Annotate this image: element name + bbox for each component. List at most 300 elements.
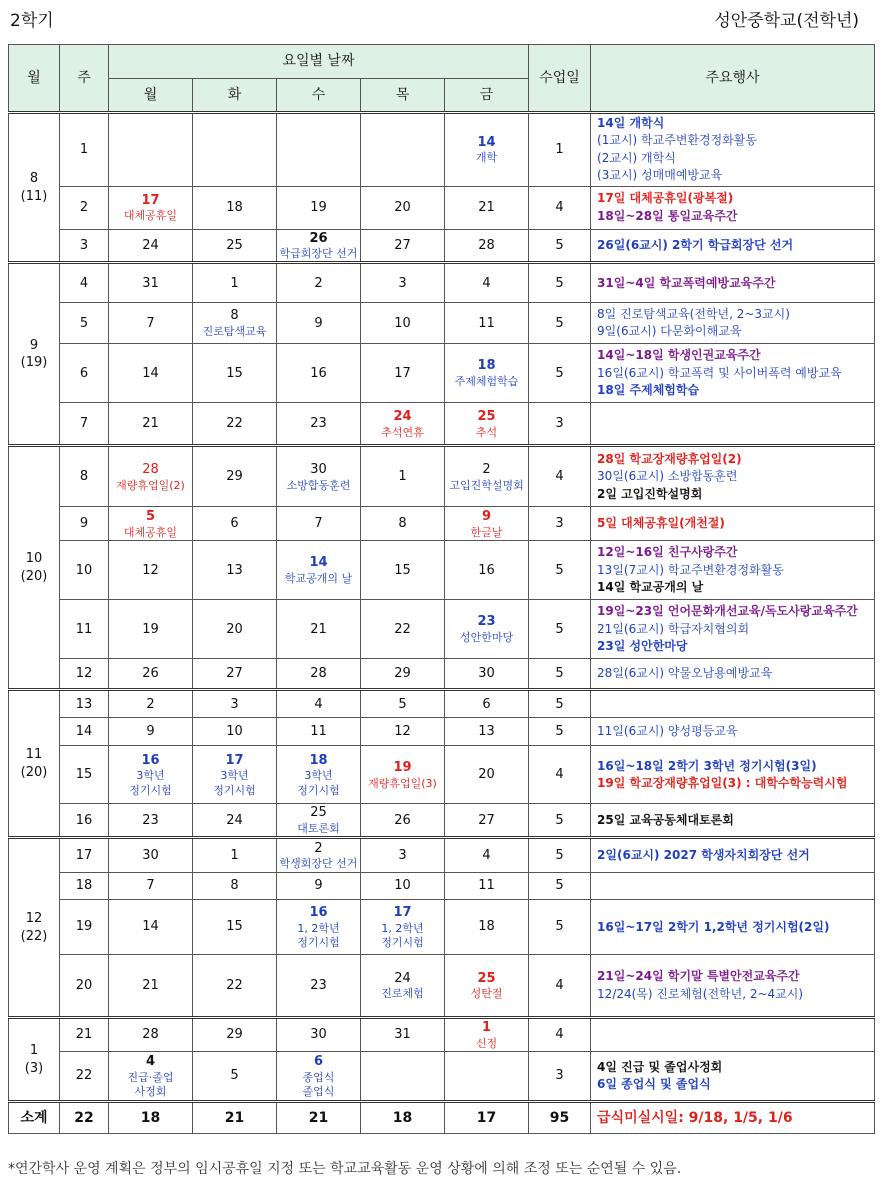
day-cell-wed <box>277 403 361 446</box>
day-cell-tue <box>193 507 277 541</box>
event-item: 30일(6교시) 소방합동훈련 <box>597 469 738 484</box>
day-note: 소방합동훈련 <box>286 478 351 492</box>
day-cell-thu <box>361 718 445 746</box>
total-fri: 17 <box>445 1102 529 1134</box>
week-number: 1 <box>60 113 109 187</box>
col-fri: 금 <box>445 79 529 113</box>
class-days-count: 4 <box>529 955 591 1018</box>
week-number: 13 <box>60 690 109 718</box>
week-row <box>9 1052 875 1102</box>
day-number: 17 <box>394 365 411 381</box>
day-number: 16 <box>141 752 160 768</box>
day-note: 대체공휴일 <box>123 525 178 539</box>
day-number: 31 <box>142 275 159 291</box>
events-cell <box>591 838 875 873</box>
event-item: 16일~17일 2학기 1,2학년 정기시험(2일) <box>597 919 830 934</box>
events-cell <box>591 659 875 690</box>
day-note: 성탄절 <box>470 987 503 1001</box>
day-cell-fri <box>445 955 529 1018</box>
day-cell-tue <box>193 303 277 344</box>
week-number: 6 <box>60 344 109 403</box>
day-number: 15 <box>226 919 243 935</box>
day-cell-fri <box>445 263 529 303</box>
event-item: 16일~18일 2학기 3학년 정기시험(3일) <box>597 758 817 773</box>
day-number: 11 <box>478 878 495 894</box>
month-number: 1 <box>29 1043 39 1059</box>
day-number: 21 <box>142 416 159 432</box>
day-cell-thu <box>361 344 445 403</box>
day-cell-wed <box>277 746 361 804</box>
event-item: 4일 진급 및 졸업사정회 <box>597 1059 723 1074</box>
day-number: 18 <box>226 199 243 215</box>
day-number: 18 <box>309 752 328 768</box>
day-note: 대토론회 <box>297 821 340 835</box>
event-item: 25일 교육공동체대토론회 <box>597 812 734 827</box>
event-item: 14일 학교공개의 날 <box>597 580 704 595</box>
day-cell-mon <box>109 659 193 690</box>
event-item: 6일 종업식 및 졸업식 <box>597 1077 711 1092</box>
event-item: 17일 대체공휴일(광복절) <box>597 191 734 206</box>
col-week: 주 <box>60 45 109 113</box>
day-note: 추석 <box>475 425 498 439</box>
class-days-count: 4 <box>529 446 591 507</box>
day-cell-wed <box>277 507 361 541</box>
day-cell-mon <box>109 303 193 344</box>
total-weeks: 22 <box>60 1102 109 1134</box>
event-item: 18일 주제체험학습 <box>597 383 700 398</box>
day-number: 17 <box>225 752 244 768</box>
day-cell-fri <box>445 229 529 263</box>
day-cell-thu <box>361 955 445 1018</box>
class-days-count: 5 <box>529 804 591 838</box>
day-number: 14 <box>477 134 496 150</box>
day-cell-thu <box>361 113 445 187</box>
event-item: 14일 개학식 <box>597 116 665 130</box>
day-number: 2 <box>482 461 491 477</box>
day-cell-mon <box>109 541 193 600</box>
day-cell-tue <box>193 659 277 690</box>
day-cell-wed <box>277 659 361 690</box>
day-number: 7 <box>146 315 155 331</box>
day-cell-wed <box>277 955 361 1018</box>
day-number: 5 <box>145 508 156 524</box>
month-number: 10 <box>25 551 43 567</box>
day-number: 29 <box>226 1027 243 1043</box>
day-number: 2 <box>314 275 323 291</box>
day-number: 27 <box>394 237 411 253</box>
day-number: 10 <box>226 724 243 740</box>
week-number: 18 <box>60 873 109 900</box>
week-number: 8 <box>60 446 109 507</box>
day-number: 27 <box>478 812 495 828</box>
events-cell <box>591 873 875 900</box>
class-days-count: 5 <box>529 690 591 718</box>
week-row <box>9 804 875 838</box>
day-note: 정기시험 <box>381 936 424 950</box>
day-number: 23 <box>310 977 327 993</box>
events-cell <box>591 403 875 446</box>
event-item: 2일 고입진학설명회 <box>597 486 703 501</box>
meal-skip-note <box>591 1102 875 1134</box>
week-number: 19 <box>60 900 109 955</box>
day-cell-wed <box>277 344 361 403</box>
day-number: 4 <box>482 847 491 863</box>
day-cell-wed <box>277 446 361 507</box>
day-number: 10 <box>394 315 411 331</box>
month-cell <box>9 1018 60 1102</box>
day-note: 1, 2학년 <box>381 921 424 935</box>
day-cell-wed <box>277 900 361 955</box>
week-number: 10 <box>60 541 109 600</box>
month-cell <box>9 690 60 838</box>
month-class-days: (20) <box>20 568 48 584</box>
event-item: 2일(6교시) 2027 학생자치회장단 선거 <box>597 848 810 863</box>
day-note: 재량휴업일(2) <box>116 478 185 492</box>
month-number: 11 <box>25 747 43 763</box>
day-number: 7 <box>314 516 323 532</box>
day-number: 4 <box>482 275 491 291</box>
day-number: 15 <box>226 365 243 381</box>
day-number: 12 <box>394 724 411 740</box>
day-number: 16 <box>478 562 495 578</box>
week-row <box>9 403 875 446</box>
day-cell-fri <box>445 900 529 955</box>
day-number: 16 <box>310 365 327 381</box>
day-number: 26 <box>142 666 159 682</box>
day-number: 13 <box>478 724 495 740</box>
day-cell-thu <box>361 446 445 507</box>
events-cell <box>591 600 875 659</box>
day-cell-thu <box>361 600 445 659</box>
day-cell-fri <box>445 507 529 541</box>
day-number: 19 <box>310 199 327 215</box>
day-cell-wed <box>277 1052 361 1102</box>
day-cell-thu <box>361 659 445 690</box>
day-number: 1 <box>482 1020 492 1036</box>
events-cell <box>591 718 875 746</box>
day-note: 대체공휴일 <box>123 209 178 223</box>
day-cell-fri <box>445 1052 529 1102</box>
day-number: 24 <box>393 408 412 424</box>
day-number: 22 <box>394 621 411 637</box>
day-cell-fri <box>445 659 529 690</box>
day-number: 2 <box>314 840 323 856</box>
day-cell-thu <box>361 263 445 303</box>
day-cell-tue <box>193 718 277 746</box>
day-number: 7 <box>146 878 155 894</box>
day-note: 1, 2학년 <box>297 921 340 935</box>
week-row <box>9 186 875 229</box>
month-cell <box>9 446 60 690</box>
meal-skip-text: 급식미실시일: 9/18, 1/5, 1/6 <box>597 1110 793 1127</box>
day-cell-mon <box>109 873 193 900</box>
week-row <box>9 900 875 955</box>
day-number: 24 <box>142 237 159 253</box>
day-number: 14 <box>309 555 328 571</box>
day-cell-tue <box>193 900 277 955</box>
week-number: 5 <box>60 303 109 344</box>
week-row <box>9 229 875 263</box>
day-cell-mon <box>109 344 193 403</box>
day-number: 17 <box>393 905 412 921</box>
month-number: 9 <box>29 337 39 353</box>
day-cell-fri <box>445 873 529 900</box>
day-number: 4 <box>314 696 323 712</box>
day-cell-wed <box>277 541 361 600</box>
day-cell-wed <box>277 600 361 659</box>
month-class-days: (11) <box>20 188 48 204</box>
day-number: 6 <box>482 696 491 712</box>
day-number: 21 <box>310 621 327 637</box>
day-note: 학급회장단 선거 <box>279 247 358 261</box>
day-number: 6 <box>230 516 239 532</box>
day-cell-mon <box>109 186 193 229</box>
week-row <box>9 507 875 541</box>
day-number: 5 <box>398 696 407 712</box>
day-cell-tue <box>193 344 277 403</box>
day-number: 9 <box>146 724 155 740</box>
day-cell-wed <box>277 690 361 718</box>
class-days-count: 5 <box>529 873 591 900</box>
day-cell-mon <box>109 690 193 718</box>
day-number: 9 <box>482 508 492 524</box>
events-cell <box>591 507 875 541</box>
day-cell-tue <box>193 746 277 804</box>
col-date-group: 요일별 날짜 <box>109 45 529 79</box>
event-item: 9일(6교시) 다문화이해교육 <box>597 324 742 339</box>
month-class-days: (20) <box>20 764 48 780</box>
day-number: 23 <box>142 812 159 828</box>
academic-calendar-table <box>8 44 875 1134</box>
day-note: 정기시험 <box>297 783 340 797</box>
class-days-count: 5 <box>529 900 591 955</box>
day-number: 3 <box>398 847 407 863</box>
week-row <box>9 955 875 1018</box>
day-cell-tue <box>193 873 277 900</box>
week-number: 20 <box>60 955 109 1018</box>
day-number: 20 <box>394 199 411 215</box>
events-cell <box>591 303 875 344</box>
day-note: 사정회 <box>134 1085 167 1099</box>
day-number: 28 <box>478 237 495 253</box>
day-number: 26 <box>394 812 411 828</box>
class-days-count: 4 <box>529 746 591 804</box>
day-cell-fri <box>445 804 529 838</box>
day-number: 1 <box>398 469 407 485</box>
event-item: 13일(7교시) 학교주변환경정화활동 <box>597 562 784 577</box>
total-mon: 18 <box>109 1102 193 1134</box>
day-number: 21 <box>142 977 159 993</box>
event-item: 5일 대체공휴일(개천절) <box>597 516 725 531</box>
day-cell-fri <box>445 600 529 659</box>
day-number: 29 <box>394 666 411 682</box>
week-row <box>9 690 875 718</box>
event-item: 14일~18일 학생인권교육주간 <box>597 348 761 363</box>
class-days-count: 5 <box>529 541 591 600</box>
class-days-count: 4 <box>529 1018 591 1052</box>
day-cell-fri <box>445 303 529 344</box>
day-cell-thu <box>361 900 445 955</box>
day-cell-fri <box>445 541 529 600</box>
col-wed: 수 <box>277 79 361 113</box>
day-number: 20 <box>478 767 495 783</box>
day-note: 신정 <box>475 1036 498 1050</box>
class-days-count: 5 <box>529 718 591 746</box>
week-number: 7 <box>60 403 109 446</box>
day-note: 3학년 <box>304 769 333 783</box>
day-note: 성안한마당 <box>459 631 514 645</box>
day-cell-thu <box>361 690 445 718</box>
day-cell-wed <box>277 113 361 187</box>
event-item: (1교시) 학교주변환경정화활동 <box>597 133 757 148</box>
day-cell-mon <box>109 263 193 303</box>
week-row <box>9 113 875 187</box>
semester-label: 2학기 <box>10 11 54 31</box>
day-number: 21 <box>478 199 495 215</box>
col-month: 월 <box>9 45 60 113</box>
day-cell-thu <box>361 838 445 873</box>
day-cell-tue <box>193 838 277 873</box>
day-number: 10 <box>394 878 411 894</box>
day-note: 졸업식 <box>302 1085 335 1099</box>
event-item: 31일~4일 학교폭력예방교육주간 <box>597 275 776 290</box>
footnote: *연간학사 운영 계획은 정부의 임시공휴일 지정 또는 학교교육활동 운영 상황에 의해 조정 또는 순연될 수 있음. <box>8 1161 682 1177</box>
day-cell-mon <box>109 507 193 541</box>
events-cell <box>591 804 875 838</box>
month-number: 8 <box>29 171 39 187</box>
event-item: 12일~16일 친구사랑주간 <box>597 545 738 560</box>
week-row <box>9 838 875 873</box>
day-cell-thu <box>361 303 445 344</box>
class-days-count: 3 <box>529 1052 591 1102</box>
events-cell <box>591 955 875 1018</box>
col-tue: 화 <box>193 79 277 113</box>
day-note: 3학년 <box>136 769 165 783</box>
day-cell-tue <box>193 600 277 659</box>
day-cell-fri <box>445 690 529 718</box>
day-note: 고입진학설명회 <box>449 478 524 492</box>
day-cell-tue <box>193 541 277 600</box>
event-item: (2교시) 개학식 <box>597 150 676 165</box>
total-tue: 21 <box>193 1102 277 1134</box>
day-number: 23 <box>477 614 496 630</box>
day-number: 9 <box>314 878 323 894</box>
day-note: 주제체험학습 <box>454 375 519 389</box>
day-cell-thu <box>361 873 445 900</box>
month-number: 12 <box>25 911 43 927</box>
day-cell-mon <box>109 955 193 1018</box>
events-cell <box>591 229 875 263</box>
day-number: 20 <box>226 621 243 637</box>
event-item: 28일 학교장재량휴업일(2) <box>597 451 742 466</box>
day-number: 3 <box>230 696 239 712</box>
day-cell-tue <box>193 403 277 446</box>
day-cell-fri <box>445 403 529 446</box>
day-number: 24 <box>394 970 411 986</box>
day-cell-tue <box>193 229 277 263</box>
day-cell-tue <box>193 955 277 1018</box>
day-note: 정기시험 <box>129 783 172 797</box>
day-number: 29 <box>226 469 243 485</box>
day-cell-fri <box>445 446 529 507</box>
day-number: 14 <box>142 919 159 935</box>
week-number: 16 <box>60 804 109 838</box>
day-number: 22 <box>226 977 243 993</box>
events-cell <box>591 900 875 955</box>
event-item: 26일(6교시) 2학기 학급회장단 선거 <box>597 237 794 252</box>
week-number: 21 <box>60 1018 109 1052</box>
day-cell-fri <box>445 718 529 746</box>
day-number: 12 <box>142 562 159 578</box>
week-row <box>9 344 875 403</box>
col-events: 주요행사 <box>591 45 875 113</box>
day-number: 17 <box>141 192 160 208</box>
day-cell-thu <box>361 804 445 838</box>
day-cell-tue <box>193 446 277 507</box>
day-note: 진로탐색교육 <box>202 325 267 339</box>
total-days: 95 <box>529 1102 591 1134</box>
day-number: 25 <box>226 237 243 253</box>
day-number: 28 <box>142 1027 159 1043</box>
day-cell-fri <box>445 186 529 229</box>
day-cell-thu <box>361 1018 445 1052</box>
events-cell <box>591 1018 875 1052</box>
day-cell-thu <box>361 746 445 804</box>
day-cell-mon <box>109 718 193 746</box>
day-note: 학교공개의 날 <box>284 572 353 586</box>
day-cell-wed <box>277 1018 361 1052</box>
class-days-count: 3 <box>529 507 591 541</box>
day-cell-fri <box>445 113 529 187</box>
class-days-count: 1 <box>529 113 591 187</box>
month-cell <box>9 838 60 1018</box>
day-number: 15 <box>394 562 411 578</box>
day-number: 22 <box>226 416 243 432</box>
week-row <box>9 873 875 900</box>
day-cell-thu <box>361 1052 445 1102</box>
day-cell-fri <box>445 344 529 403</box>
events-cell <box>591 746 875 804</box>
col-days: 수업일 <box>529 45 591 113</box>
day-number: 28 <box>310 666 327 682</box>
day-note: 학생회장단 선거 <box>279 857 358 871</box>
day-cell-thu <box>361 403 445 446</box>
day-note: 진로체험 <box>381 987 424 1001</box>
day-number: 18 <box>478 919 495 935</box>
event-item: 21일(6교시) 학급자치협의회 <box>597 621 750 636</box>
day-note: 개학 <box>475 151 498 165</box>
day-number: 8 <box>230 878 239 894</box>
event-item: 16일(6교시) 학교폭력 및 사이버폭력 예방교육 <box>597 365 842 380</box>
day-cell-thu <box>361 541 445 600</box>
day-cell-fri <box>445 838 529 873</box>
day-number: 8 <box>398 516 407 532</box>
events-cell <box>591 541 875 600</box>
class-days-count: 4 <box>529 186 591 229</box>
day-number: 24 <box>226 812 243 828</box>
week-row <box>9 541 875 600</box>
week-row <box>9 600 875 659</box>
class-days-count: 5 <box>529 659 591 690</box>
month-class-days: (3) <box>24 1060 44 1076</box>
week-number: 17 <box>60 838 109 873</box>
week-row <box>9 746 875 804</box>
day-note: 정기시험 <box>297 936 340 950</box>
day-cell-thu <box>361 186 445 229</box>
day-cell-tue <box>193 113 277 187</box>
day-number: 19 <box>142 621 159 637</box>
event-item: 19일~23일 언어문화개선교육/독도사랑교육주간 <box>597 604 858 619</box>
